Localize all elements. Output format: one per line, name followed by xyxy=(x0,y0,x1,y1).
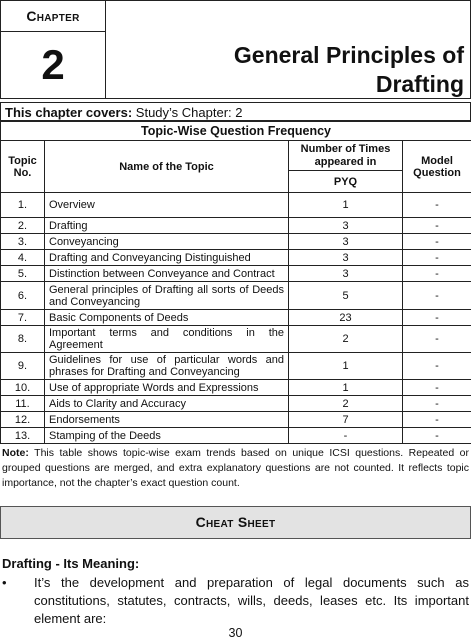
table-row xyxy=(1,193,471,218)
cheat-sheet-banner: Cheat Sheet xyxy=(0,506,471,539)
row-pyq-count: 23 xyxy=(289,310,403,326)
row-pyq-count: 3 xyxy=(289,234,403,250)
row-model-question: - xyxy=(403,282,471,310)
table-row xyxy=(1,353,471,380)
row-topic-no: 6. xyxy=(1,282,45,310)
bullet-text: It’s the development and preparation of legal documents such as constitutions, statutes, contracts, wills, deeds, leases etc. Its important element are: xyxy=(34,575,469,626)
table-row xyxy=(1,218,471,234)
row-model-question: - xyxy=(403,218,471,234)
table-caption-row xyxy=(1,122,471,141)
bullet-mark: • xyxy=(2,575,7,590)
row-topic-name: Stamping of the Deeds xyxy=(45,428,289,444)
header-pyq: PYQ xyxy=(289,171,403,193)
row-topic-no: 3. xyxy=(1,234,45,250)
row-pyq-count: 2 xyxy=(289,396,403,412)
table-row xyxy=(1,266,471,282)
row-pyq-count: 1 xyxy=(289,193,403,218)
row-topic-name: Drafting xyxy=(45,218,289,234)
chapter-covers xyxy=(0,102,471,121)
row-topic-name: Drafting and Conveyancing Distinguished xyxy=(45,250,289,266)
header-times-appeared: Number of Times appeared in xyxy=(289,141,403,171)
row-topic-name: Conveyancing xyxy=(45,234,289,250)
row-topic-name: General principles of Drafting all sorts of Deeds and Conveyancing xyxy=(45,282,289,310)
row-model-question: - xyxy=(403,412,471,428)
row-topic-no: 7. xyxy=(1,310,45,326)
table-row xyxy=(1,250,471,266)
header-topic-no: Topic No. xyxy=(1,141,45,193)
row-topic-name: Endorsements xyxy=(45,412,289,428)
row-topic-name: Aids to Clarity and Accuracy xyxy=(45,396,289,412)
header-topic-name: Name of the Topic xyxy=(45,141,289,193)
table-row xyxy=(1,326,471,353)
chapter-title-line1: General Principles of xyxy=(233,42,464,68)
table-row xyxy=(1,234,471,250)
row-pyq-count: 7 xyxy=(289,412,403,428)
row-pyq-count: 3 xyxy=(289,266,403,282)
row-topic-name: Use of appropriate Words and Expressions xyxy=(45,380,289,396)
chapter-title xyxy=(124,41,464,99)
row-topic-name: Overview xyxy=(45,193,289,218)
row-topic-no: 2. xyxy=(1,218,45,234)
row-topic-no: 12. xyxy=(1,412,45,428)
row-pyq-count: 3 xyxy=(289,250,403,266)
header-model-question: Model Question xyxy=(403,141,471,193)
row-topic-no: 10. xyxy=(1,380,45,396)
row-model-question: - xyxy=(403,353,471,380)
table-row xyxy=(1,428,471,444)
table-row xyxy=(1,282,471,310)
row-topic-name: Distinction between Conveyance and Contract xyxy=(45,266,289,282)
row-pyq-count: 5 xyxy=(289,282,403,310)
table-body xyxy=(1,193,471,444)
table-caption: Topic-Wise Question Frequency xyxy=(1,122,471,141)
row-model-question: - xyxy=(403,326,471,353)
row-topic-no: 11. xyxy=(1,396,45,412)
row-topic-no: 8. xyxy=(1,326,45,353)
row-topic-name: Basic Components of Deeds xyxy=(45,310,289,326)
table-row xyxy=(1,310,471,326)
row-topic-name: Important terms and conditions in the Agreement xyxy=(45,326,289,353)
table-row xyxy=(1,412,471,428)
row-topic-no: 5. xyxy=(1,266,45,282)
section-heading: Drafting - Its Meaning: xyxy=(2,556,140,571)
table-header-row xyxy=(1,141,471,171)
row-model-question: - xyxy=(403,234,471,250)
row-topic-no: 1. xyxy=(1,193,45,218)
note-label: Note: xyxy=(2,447,29,459)
row-model-question: - xyxy=(403,380,471,396)
table-row xyxy=(1,380,471,396)
covers-value: Study’s Chapter: 2 xyxy=(135,105,243,120)
row-model-question: - xyxy=(403,266,471,282)
table-row xyxy=(1,396,471,412)
covers-label: This chapter covers: xyxy=(5,105,133,120)
page-number: 30 xyxy=(228,626,243,640)
row-pyq-count: 2 xyxy=(289,326,403,353)
row-topic-no: 4. xyxy=(1,250,45,266)
row-topic-no: 13. xyxy=(1,428,45,444)
row-model-question: - xyxy=(403,428,471,444)
row-pyq-count: 1 xyxy=(289,380,403,396)
chapter-number: 2 xyxy=(41,41,65,88)
bullet-item xyxy=(2,574,469,628)
chapter-header xyxy=(0,0,471,99)
chapter-title-line2: Drafting xyxy=(375,71,464,97)
topic-frequency-table xyxy=(0,121,471,444)
chapter-label: Chapter xyxy=(1,1,105,32)
row-model-question: - xyxy=(403,310,471,326)
row-topic-name: Guidelines for use of particular words and phrases for Drafting and Conveyancing xyxy=(45,353,289,380)
row-pyq-count: 1 xyxy=(289,353,403,380)
row-model-question: - xyxy=(403,193,471,218)
row-pyq-count: 3 xyxy=(289,218,403,234)
table-note xyxy=(2,446,469,491)
row-topic-no: 9. xyxy=(1,353,45,380)
chapter-box xyxy=(1,1,106,98)
row-model-question: - xyxy=(403,250,471,266)
row-model-question: - xyxy=(403,396,471,412)
note-text: This table shows topic-wise exam trends based on unique ICSI questions. Repeated or grouped questions are merged, and extra explanatory questions are not counted. It reflects topic importance, not the chapter’s exact question count. xyxy=(2,447,469,489)
row-pyq-count: - xyxy=(289,428,403,444)
